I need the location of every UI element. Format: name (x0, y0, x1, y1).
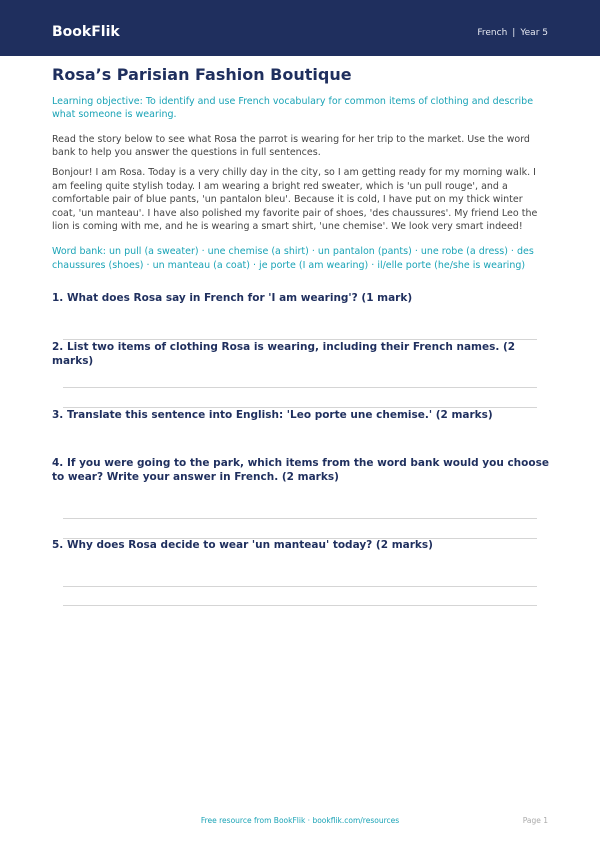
answer-line[interactable] (63, 387, 537, 388)
story-paragraph: Bonjour! I am Rosa. Today is a very chilly day in the city, so I am getting ready for my morning walk. I am feeling quite stylish today. I am wearing a bright red sweater, which is 'un pull rouge', and a comfortable pair of blue pants, 'un pantalon bleu'. Because it is cold, I have put on my thick winter coat, 'un manteau'. I have also polished my favorite pair of shoes, 'des chaussures'. My friend Leo the lion is coming with me, and he is wearing a smart shirt, 'une chemise'. We look very smart indeed! (52, 167, 538, 232)
word-bank: Word bank: un pull (a sweater) · une chemise (a shirt) · un pantalon (pants) · une robe (a dress) · des chaussures (shoes) · un manteau (a coat) · je porte (I am wearing) · il/elle porte (he/she is wearing) (52, 246, 534, 271)
answer-line[interactable] (63, 586, 537, 587)
intro-instructions: Read the story below to see what Rosa the parrot is wearing for her trip to the market. Use the word bank to help you answer the questions in full sentences. (52, 134, 530, 158)
worksheet-title: Rosa’s Parisian Fashion Boutique (52, 65, 352, 84)
question-5: 5. Why does Rosa decide to wear 'un manteau' today? (2 marks) (52, 539, 433, 551)
answer-line[interactable] (63, 605, 537, 606)
answer-line[interactable] (63, 518, 537, 519)
question-2: 2. List two items of clothing Rosa is wearing, including their French names. (2 marks) (52, 341, 516, 367)
header-bar (0, 0, 600, 56)
year-label: Year 5 (520, 28, 548, 38)
footer-credit: Free resource from BookFlik · bookflik.com/resources (200, 816, 400, 825)
brand-logo-text: BookFlik (52, 24, 120, 40)
subject-year-meta (477, 27, 548, 39)
learning-objective: Learning objective: To identify and use French vocabulary for common items of clothing and describe what someone is wearing. (52, 96, 534, 120)
subject-label: French (477, 28, 508, 38)
meta-separator: | (512, 28, 516, 38)
question-3: 3. Translate this sentence into English: 'Leo porte une chemise.' (2 marks) (52, 409, 493, 421)
page-number: Page 1 (522, 816, 548, 825)
question-4: 4. If you were going to the park, which items from the word bank would you choose to wear? Write your answer in French. (2 marks) (52, 457, 549, 483)
question-1: 1. What does Rosa say in French for 'I am wearing'? (1 mark) (52, 292, 413, 304)
